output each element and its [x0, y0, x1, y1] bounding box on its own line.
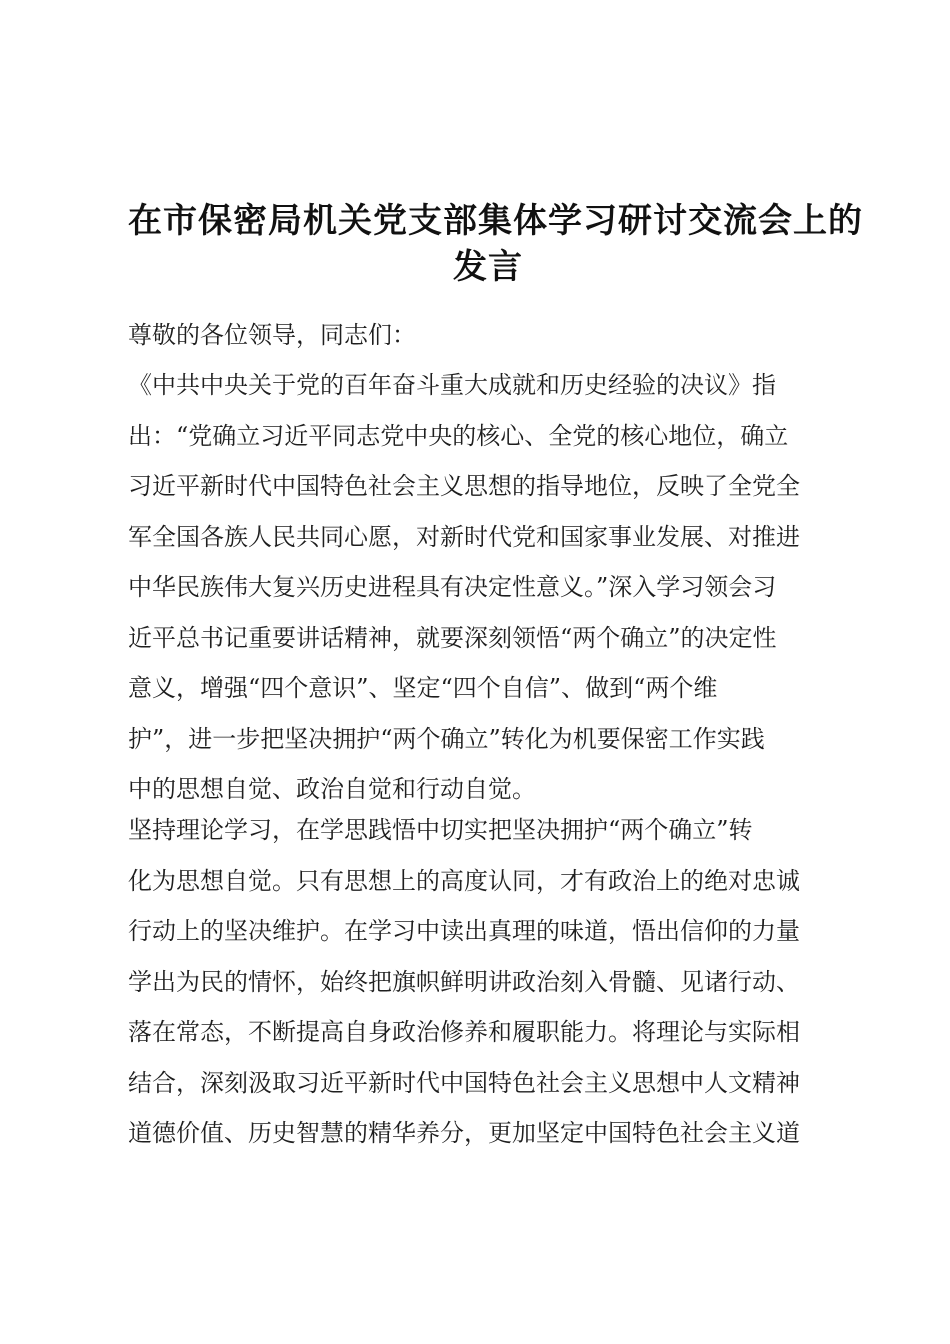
title-line: 发言 [453, 247, 523, 287]
paragraph-line: 中的思想自觉、政治自觉和行动自觉。 [128, 775, 536, 803]
paragraph-line: 《中共中央关于党的百年奋斗重大成就和历史经验的决议》指 [128, 371, 776, 399]
paragraph-1 [128, 360, 848, 815]
paragraph-line: 护”，进一步把坚决拥护“两个确立”转化为机要保密工作实践 [128, 724, 765, 753]
paragraph-line: 行动上的坚决维护。在学习中读出真理的味道，悟出信仰的力量 [128, 917, 800, 945]
paragraph-line: 坚持理论学习，在学思践悟中切实把坚决拥护“两个确立”转 [128, 816, 753, 844]
paragraph-2 [128, 805, 848, 1159]
paragraph-line: 习近平新时代中国特色社会主义思想的指导地位，反映了全党全 [128, 472, 800, 500]
salutation-line: 尊敬的各位领导，同志们： [128, 321, 416, 349]
paragraph-line: 军全国各族人民共同心愿，对新时代党和国家事业发展、对推进 [128, 522, 800, 551]
title-line: 在市保密局机关党支部集体学习研讨交流会上的 [128, 201, 863, 241]
paragraph-line: 道德价值、历史智慧的精华养分，更加坚定中国特色社会主义道 [128, 1119, 800, 1147]
paragraph-line: 落在常态，不断提高自身政治修养和履职能力。将理论与实际相 [128, 1018, 800, 1046]
paragraph-line: 出：“党确立习近平同志党中央的核心、全党的核心地位，确立 [128, 421, 789, 450]
document-title [128, 198, 863, 290]
paragraph-line: 学出为民的情怀，始终把旗帜鲜明讲政治刻入骨髓、见诸行动、 [128, 967, 800, 996]
salutation [128, 310, 848, 361]
paragraph-line: 化为思想自觉。只有思想上的高度认同，才有政治上的绝对忠诚 [128, 866, 800, 895]
paragraph-line: 意义，增强“四个意识”、坚定“四个自信”、做到“两个维 [128, 674, 718, 702]
paragraph-line: 近平总书记重要讲话精神，就要深刻领悟“两个确立”的决定性 [128, 623, 777, 652]
paragraph-line: 结合，深刻汲取习近平新时代中国特色社会主义思想中人文精神 [128, 1068, 800, 1097]
paragraph-line: 中华民族伟大复兴历史进程具有决定性意义。”深入学习领会习 [128, 573, 777, 601]
